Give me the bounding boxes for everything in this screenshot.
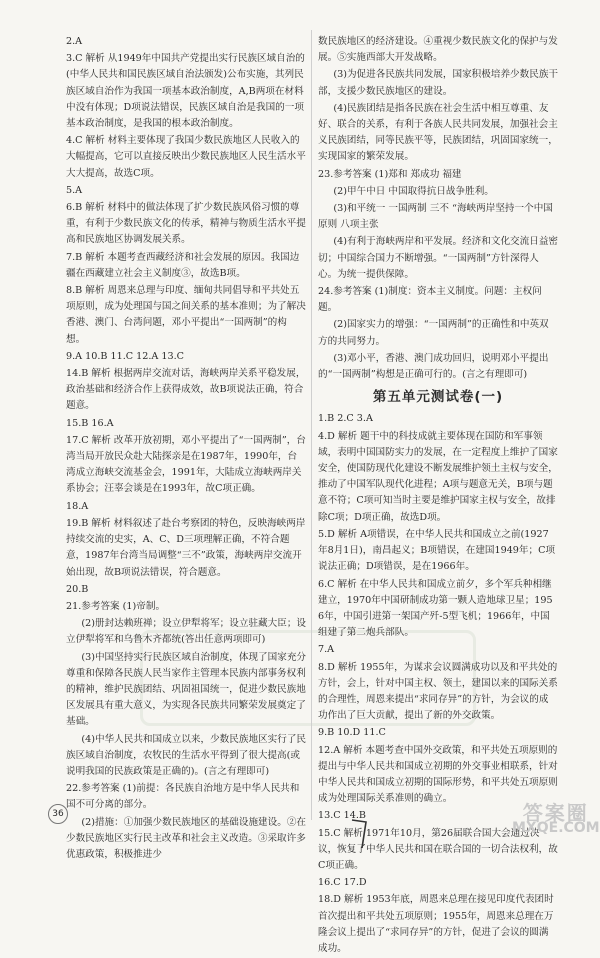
right-item: (3)为促进各民族共同发展，国家积极培养少数民族干部，支援少数民族地区的建设。 xyxy=(318,69,559,97)
left-item: 21.参考答案 (1)帝制。 xyxy=(66,600,166,612)
site-watermark xyxy=(512,801,600,836)
watermark-domain: MXQE.COM xyxy=(512,820,600,836)
page-number: 36 xyxy=(48,804,68,824)
right-item: (4)有利于海峡两岸和平发展。经济和文化交流日益密切；中国综合国力不断增强。“一国两制”方针深得人心。为统一提供保障。 xyxy=(318,236,559,280)
left-item: 17.C 解析 改革开放初期，邓小平提出了“一国两制”，台湾当局开放民众赴大陆探亲是在1987年，1990年，台湾成立海峡交流基金会，1991年，大陆成立海峡两岸关系协会；汪辜会谈是在1993年，故C项正确。 xyxy=(66,434,306,495)
left-item: 4.C 解析 材料主要体现了我国少数民族地区人民收入的大幅提高，它可以直接反映出少数民族地区人民生活水平大大提高，故选C项。 xyxy=(66,135,306,179)
left-item: 18.A xyxy=(66,500,89,512)
right-item: 9.B 10.D 11.C xyxy=(318,727,386,739)
right-item: 15.C 解析 1971年10月，第26届联合国大会通过决议，恢复了中华人民共和国在联合国的一切合法权利，故C项正确。 xyxy=(318,827,558,871)
right-item: 1.B 2.C 3.A xyxy=(318,413,373,425)
right-item: 23.参考答案 (1)郑和 郑成功 福建 xyxy=(318,168,462,180)
right-item: 18.D 解析 1953年底，周恩来总理在接见印度代表团时首次提出和平共处五项原则；1955年，周恩来总理在万隆会议上提出了“求同存异”的方针，促进了会议的圆满成功。 xyxy=(318,894,554,954)
left-item: (2)措施：①加强少数民族地区的基础设施建设。②在少数民族地区实行民主改革和社会主义改造。③采取许多优惠政策，积极推进少 xyxy=(66,816,307,860)
left-item: 19.B 解析 材料叙述了赴台考察团的特色，反映海峡两岸持续交流的史实，A、C、D三项理解正确，不符合题意，1987年台湾当局调整“三不”政策，海峡两岸交流开始出现，故B项说法错误，符合题意。 xyxy=(66,517,306,578)
right-item: 4.D 解析 题干中的科技成就主要体现在国防和军事领域，表明中国国防实力的发展，在一定程度上维护了国家安全，使国防现代化建设不断发展维护领土主权与安全，推动了中国军队现代化进程；A项与题意无关，B项与题意不符；C项可知当时主要是维护国家主权与安全，故排除C项；D项正确，故选D项。 xyxy=(318,430,558,523)
right-item: 8.D 解析 1955年，为谋求会议圆满成功以及和平共处的方针，会上，针对中国主权、领土，建国以来的国际关系的合理性，周恩来提出“求同存异”的方针，为会议的成功作出了巨大贡献，提出了新的外交政策。 xyxy=(318,661,558,722)
right-item: (4)民族团结是指各民族在社会生活中相互尊重、友好、联合的关系，有利于各族人民共同发展，加强社会主义民族团结，同等民族平等，民族团结，巩固国家统一，实现国家的繁荣发展。 xyxy=(318,102,558,163)
left-item: 5.A xyxy=(66,184,83,196)
unit-title: 第五单元测试卷(一) xyxy=(372,389,504,406)
left-item: 9.A 10.B 11.C 12.A 13.C xyxy=(66,350,184,362)
right-item: (3)和平统一 一国两制 三不 “海峡两岸坚持一个中国原则 八项主张 xyxy=(318,203,553,231)
left-item: (2)册封达赖班禅；设立伊犁将军；设立驻藏大臣；设立伊犁将军和乌鲁木齐都统(答出任意两项即可) xyxy=(66,618,307,646)
right-item: 7.A xyxy=(318,644,335,656)
right-item: (2)甲午中日 中国取得抗日战争胜利。 xyxy=(333,185,494,197)
left-item: (3)中国坚持实行民族区域自治制度，体现了国家充分尊重和保障各民族人民当家作主管理本民族内部事务权利的精神，维护民族团结、巩固祖国统一，促进少数民族地区发展具有重大意义，为实现各民族共同繁荣发展奠定了基础。 xyxy=(66,651,307,728)
right-item: 6.C 解析 在中华人民共和国成立前夕，多个军兵种相继建立，1970年中国研制成功第一颗人造地球卫星；1956年，中国引进第一架国产歼-5型飞机；1966年，中国组建了第二炮兵部队。 xyxy=(318,578,553,639)
left-item: 20.B xyxy=(66,583,89,595)
left-item: 14.B 解析 根据两岸交流对话，海峡两岸关系平稳发展，政治基础和经济合作上获得成效，故B项说法正确，符合题意。 xyxy=(66,368,306,412)
pen-scribble-mark xyxy=(348,816,372,852)
left-item: 7.B 解析 本题考查西藏经济和社会发展的原因。我国边疆在西藏建立社会主义制度③，故选B项。 xyxy=(66,251,300,279)
left-item: 2.A xyxy=(66,36,83,47)
right-item: 5.D 解析 A项错误，在中华人民共和国成立之前(1927年8月1日)，南昌起义；B项错误，在建国1949年；C项说法正确；D项错误，是在1966年。 xyxy=(318,528,556,573)
right-item: 12.A 解析 本题考查中国外交政策，和平共处五项原则的提出与中华人民共和国成立初期的外交事业相联系，针对中华人民共和国成立初期的国际形势，和平共处五项原则成为处理国际关系准则的确立。 xyxy=(318,744,558,805)
left-item: 15.B 16.A xyxy=(66,417,114,429)
left-item: 3.C 解析 从1949年中国共产党提出实行民族区域自治的(中华人民共和国民族区域自治法颁发)公布实施，其列民族区域自治作为我国一项基本政治制度，A,B两项在材料中没有体现；D项说法错误，民族区域自治是我国的一项基本政治制度，是我国的根本政治制度。 xyxy=(66,53,305,130)
left-column xyxy=(66,34,306,864)
left-item: 6.B 解析 材料中的做法体现了扩少数民族风俗习惯的尊重，有利于少数民族文化的传承，精神与物质生活水平提高和民族地区协调发展关系。 xyxy=(66,202,306,246)
right-item: 数民族地区的经济建设。④重视少数民族文化的保护与发展。⑤实施西部大开发战略。 xyxy=(318,36,558,64)
left-item: (4)中华人民共和国成立以来，少数民族地区实行了民族区域自治制度，农牧民的生活水平得到了很大提高(或说明我国的民族政策是正确的)。(言之有理即可) xyxy=(66,733,307,777)
right-item: (2)国家实力的增强：“一国两制”的正确性和中英双方的共同努力。 xyxy=(318,319,549,347)
left-item: 22.参考答案 (1)前提：各民族自治地方是中华人民共和国不可分离的部分。 xyxy=(66,783,300,811)
right-item: 13.C 14.B xyxy=(318,810,366,822)
column-divider xyxy=(311,30,312,820)
right-item: 16.C 17.D xyxy=(318,877,367,889)
right-item: 24.参考答案 (1)制度：资本主义制度。问题：主权问题。 xyxy=(318,286,542,314)
right-item: (3)邓小平，香港、澳门成功回归，说明邓小平提出的“一国两制”构想是正确可行的。(言之有理即可) xyxy=(318,352,549,381)
watermark-logo-text: 答案圈 xyxy=(522,801,589,825)
left-item: 8.B 解析 周恩来总理与印度、缅甸共同倡导和平共处五项原则，成为处理国与国之间关系的基本准则；为了解决香港、澳门、台湾问题，邓小平提出“一国两制”的构想。 xyxy=(66,285,306,345)
